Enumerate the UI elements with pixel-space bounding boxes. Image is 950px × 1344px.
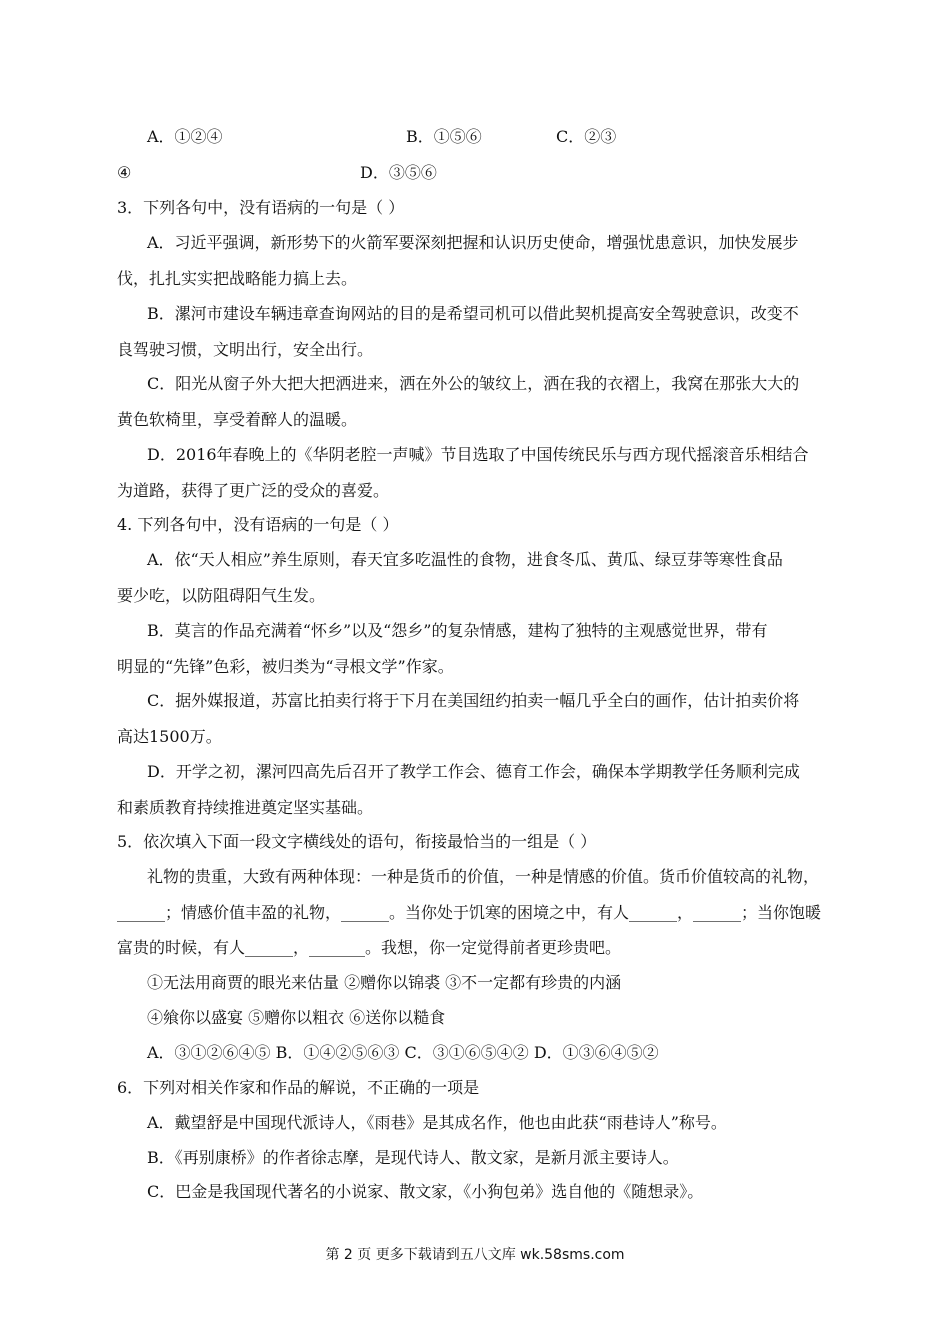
q5-stem: 5．依次填入下面一段文字横线处的语句，衔接最恰当的一组是（ ） — [117, 832, 597, 851]
q2-option-a: A．①②④ — [147, 127, 223, 146]
q3-option-c-line1: C．阳光从窗子外大把大把洒进来，洒在外公的皱纹上，洒在我的衣褶上，我窝在那张大大的 — [147, 374, 800, 393]
q5-passage-line1: 礼物的贵重，大致有两种体现：一种是货币的价值，一种是情感的价值。货币价值较高的礼物， — [147, 867, 820, 886]
q4-stem: 4. 下列各句中，没有语病的一句是（ ） — [117, 515, 399, 534]
q4-option-d-line2: 和素质教育持续推进奠定坚实基础。 — [117, 798, 374, 817]
q5-passage-line2: ______；情感价值丰盈的礼物，______。当你处于饥寒的困境之中，有人______，______；当你饱暖 — [117, 903, 822, 922]
q4-option-c-line2: 高达1500万。 — [117, 727, 222, 746]
q4-option-b-line2: 明显的“先锋”色彩，被归类为“寻根文学”作家。 — [117, 657, 454, 676]
q6-option-a: A．戴望舒是中国现代派诗人，《雨巷》是其成名作，他也由此获“雨巷诗人”称号。 — [147, 1113, 727, 1132]
q4-option-d-line1: D．开学之初，漯河四高先后召开了教学工作会、德育工作会，确保本学期教学任务顺利完成 — [147, 762, 800, 781]
q3-option-b-line1: B．漯河市建设车辆违章查询网站的目的是希望司机可以借此契机提高安全驾驶意识，改变不 — [147, 304, 799, 323]
q3-option-d-line2: 为道路，获得了更广泛的受众的喜爱。 — [117, 481, 390, 500]
q2-option-b: B．①⑤⑥ — [406, 127, 482, 146]
q2-option-c-continued: ④ — [117, 163, 132, 182]
q4-option-b-line1: B．莫言的作品充满着“怀乡”以及“怨乡”的复杂情感，建构了独特的主观感觉世界，带有 — [147, 621, 768, 640]
page-footer: 第 2 页 更多下载请到五八文库 wk.58sms.com — [325, 1247, 625, 1263]
q3-stem: 3．下列各句中，没有语病的一句是（ ） — [117, 198, 405, 217]
q3-option-b-line2: 良驾驶习惯，文明出行，安全出行。 — [117, 340, 374, 359]
q3-option-d-line1: D．2016年春晚上的《华阴老腔一声喊》节目选取了中国传统民乐与西方现代摇滚音乐相结合 — [147, 445, 809, 464]
q5-items-line1: ①无法用商贾的眼光来估量 ②赠你以锦裘 ③不一定都有珍贵的内涵 — [147, 973, 622, 992]
q5-choices: A．③①②⑥④⑤ B．①④②⑤⑥③ C．③①⑥⑤④② D．①③⑥④⑤② — [147, 1043, 659, 1062]
q4-option-c-line1: C．据外媒报道，苏富比拍卖行将于下月在美国纽约拍卖一幅几乎全白的画作，估计拍卖价将 — [147, 691, 800, 710]
q5-passage-line3: 富贵的时候，有人______，_______。我想，你一定觉得前者更珍贵吧。 — [117, 938, 622, 957]
q3-option-a-line1: A．习近平强调，新形势下的火箭军要深刻把握和认识历史使命，增强忧患意识，加快发展步 — [147, 233, 799, 252]
q3-option-c-line2: 黄色软椅里，享受着醉人的温暖。 — [117, 410, 358, 429]
q6-option-b: B．《再别康桥》的作者徐志摩，是现代诗人、散文家，是新月派主要诗人。 — [147, 1148, 679, 1167]
q2-option-d: D．③⑤⑥ — [360, 163, 437, 182]
q5-items-line2: ④飨你以盛宴 ⑤赠你以粗衣 ⑥送你以糙食 — [147, 1008, 446, 1027]
q2-option-c: C．②③ — [556, 127, 617, 146]
q6-option-c: C．巴金是我国现代著名的小说家、散文家，《小狗包弟》选自他的《随想录》。 — [147, 1182, 704, 1201]
q3-option-a-line2: 伐，扎扎实实把战略能力搞上去。 — [117, 269, 358, 288]
q4-option-a-line1: A．依“天人相应”养生原则，春天宜多吃温性的食物，进食冬瓜、黄瓜、绿豆芽等寒性食品 — [147, 550, 783, 569]
q4-option-a-line2: 要少吃，以防阻碍阳气生发。 — [117, 586, 326, 605]
q6-stem: 6．下列对相关作家和作品的解说，不正确的一项是 — [117, 1078, 480, 1097]
